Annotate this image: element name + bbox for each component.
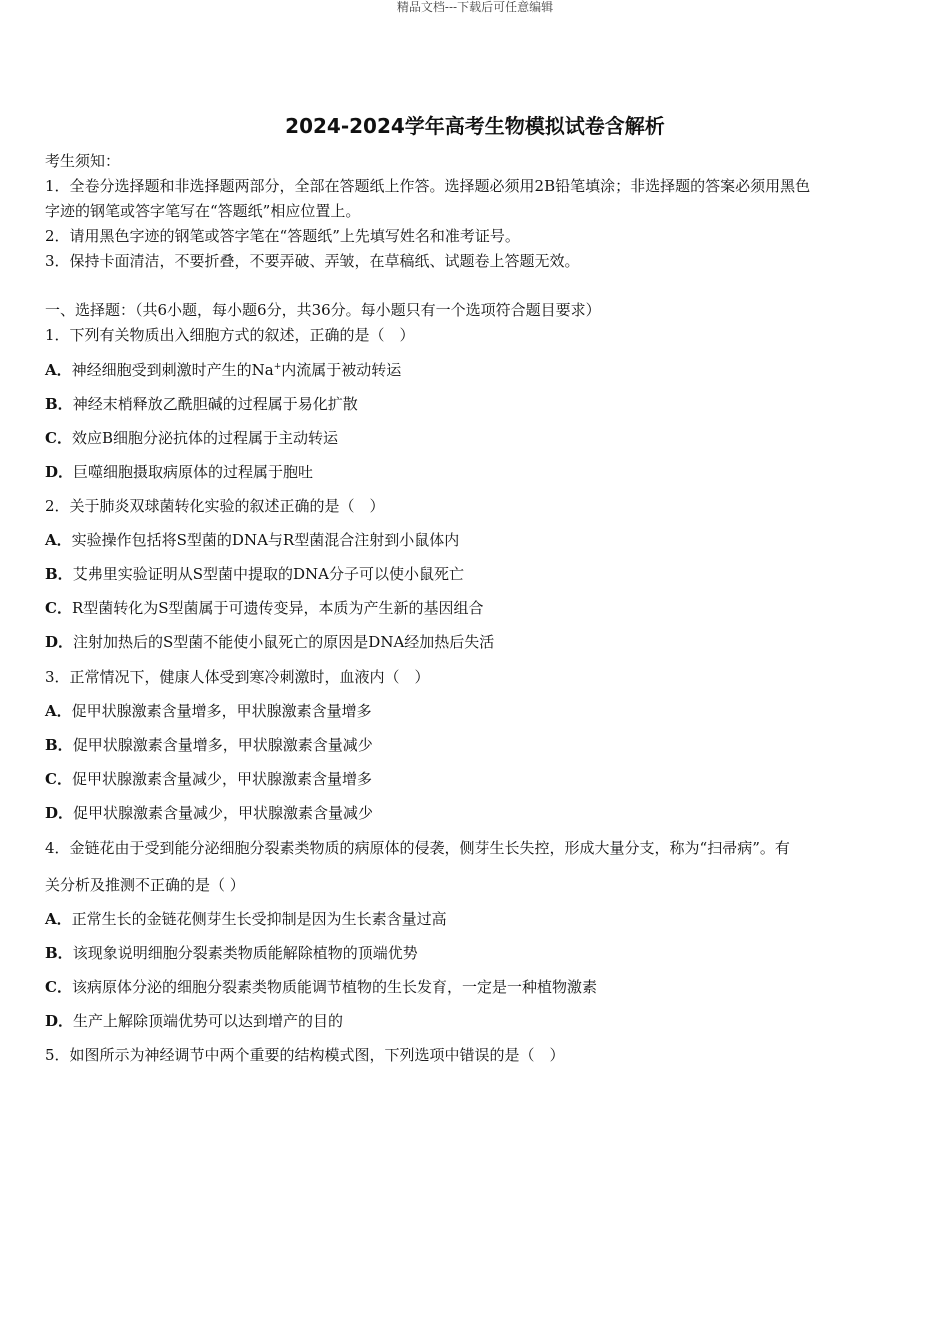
- question-1-option-b: [45, 394, 905, 414]
- notice-item-1: 1．全卷分选择题和非选择题两部分，全部在答题纸上作答。选择题必须用2B铅笔填涂；非选择题的答案必须用黑色: [45, 177, 811, 195]
- option-text: 注射加热后的S型菌不能使小鼠死亡的原因是DNA经加热后失活: [73, 633, 495, 651]
- section-heading: 一、选择题：（共6小题，每小题6分，共36分。每小题只有一个选项符合题目要求）: [45, 301, 601, 319]
- option-text: 该现象说明细胞分裂素类物质能解除植物的顶端优势: [72, 944, 418, 962]
- question-4-option-d: [45, 1011, 905, 1031]
- option-text: 正常生长的金链花侧芽生长受抑制是因为生长素含量过高: [71, 910, 447, 928]
- header-watermark: 精品文档---下载后可任意编辑: [396, 0, 554, 14]
- option-label: C．: [45, 770, 72, 788]
- option-label: C．: [45, 429, 72, 447]
- option-label: C．: [45, 978, 72, 996]
- option-text: 艾弗里实验证明从S型菌中提取的DNA分子可以使小鼠死亡: [72, 565, 464, 583]
- question-2-option-c: [45, 598, 905, 618]
- option-label: B．: [45, 565, 73, 583]
- option-label: D．: [45, 804, 74, 822]
- option-text: 该病原体分泌的细胞分裂素类物质能调节植物的生长发育，一定是一种植物激素: [71, 978, 597, 996]
- question-2-stem: 2．关于肺炎双球菌转化实验的叙述正确的是（ ）: [45, 497, 385, 515]
- option-label: A．: [45, 702, 72, 720]
- exam-title: 2024-2024学年高考生物模拟试卷含解析: [285, 114, 665, 138]
- option-text: R型菌转化为S型菌属于可遗传变异，本质为产生新的基因组合: [71, 599, 484, 617]
- question-5-stem: 5．如图所示为神经调节中两个重要的结构模式图，下列选项中错误的是（ ）: [45, 1046, 565, 1064]
- question-3-option-c: [45, 769, 905, 789]
- question-4-stem-cont: 关分析及推测不正确的是（ ）: [45, 876, 245, 894]
- question-2-option-d: [45, 632, 905, 652]
- question-3-option-d: [45, 803, 905, 823]
- question-4-option-a: [45, 909, 905, 929]
- option-text: 促甲状腺激素含量增多，甲状腺激素含量减少: [72, 736, 373, 754]
- notice-item-2: 2．请用黑色字迹的钢笔或答字笔在“答题纸”上先填写姓名和准考证号。: [45, 227, 520, 245]
- option-label: A．: [45, 361, 72, 379]
- question-2-option-b: [45, 564, 905, 584]
- option-text: 实验操作包括将S型菌的DNA与R型菌混合注射到小鼠体内: [71, 531, 460, 549]
- option-text: 生产上解除顶端优势可以达到增产的目的: [73, 1012, 344, 1030]
- option-label: D．: [45, 633, 74, 651]
- option-text: 促甲状腺激素含量减少，甲状腺激素含量减少: [73, 804, 374, 822]
- option-text-cont: 内流属于被动转运: [281, 361, 402, 379]
- option-label: B．: [45, 736, 73, 754]
- option-text: 巨噬细胞摄取病原体的过程属于胞吐: [73, 463, 314, 481]
- notice-heading: 考生须知：: [45, 152, 121, 170]
- option-label: D．: [45, 1012, 74, 1030]
- option-label: B．: [45, 395, 73, 413]
- question-1-option-c: [45, 428, 905, 448]
- question-1-option-d: [45, 462, 905, 482]
- option-text: 效应B细胞分泌抗体的过程属于主动转运: [71, 429, 338, 447]
- question-3-stem: 3．正常情况下，健康人体受到寒冷刺激时，血液内（ ）: [45, 668, 430, 686]
- notice-item-1-cont: 字迹的钢笔或答字笔写在“答题纸”相应位置上。: [45, 202, 361, 220]
- question-4-option-c: [45, 977, 905, 997]
- notice-item-3: 3．保持卡面清洁，不要折叠，不要弄破、弄皱，在草稿纸、试题卷上答题无效。: [45, 252, 580, 270]
- question-1-option-a: [45, 360, 905, 380]
- question-1-stem: 1．下列有关物质出入细胞方式的叙述，正确的是（ ）: [45, 326, 415, 344]
- question-4-stem: 4．金链花由于受到能分泌细胞分裂素类物质的病原体的侵袭，侧芽生长失控，形成大量分支，称为“扫帚病”。有: [45, 839, 790, 857]
- option-label: A．: [45, 531, 72, 549]
- option-text: 促甲状腺激素含量增多，甲状腺激素含量增多: [71, 702, 372, 720]
- question-3-option-a: [45, 701, 905, 721]
- question-4-option-b: [45, 943, 905, 963]
- question-3-option-b: [45, 735, 905, 755]
- option-text: 神经末梢释放乙酰胆碱的过程属于易化扩散: [72, 395, 358, 413]
- option-label: D．: [45, 463, 74, 481]
- option-label: A．: [45, 910, 72, 928]
- option-label: C．: [45, 599, 72, 617]
- option-text: 神经细胞受到刺激时产生的Na: [71, 361, 274, 379]
- superscript-plus: +: [273, 362, 282, 372]
- option-text: 促甲状腺激素含量减少，甲状腺激素含量增多: [71, 770, 372, 788]
- option-label: B．: [45, 944, 73, 962]
- question-2-option-a: [45, 530, 905, 550]
